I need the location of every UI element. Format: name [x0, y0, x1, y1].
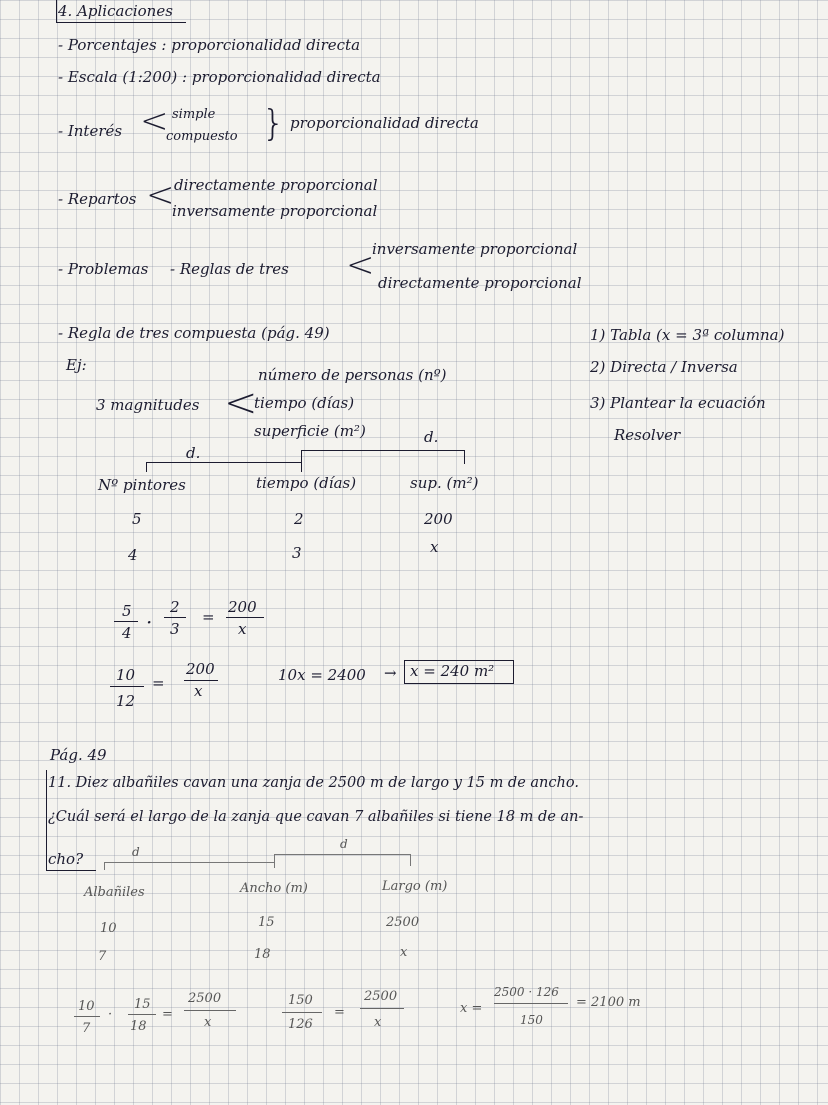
- table-bracket-left-tick-b: [301, 450, 302, 472]
- table-bracket-left: [146, 462, 302, 463]
- eq2-eq: =: [152, 674, 165, 692]
- eq2-result: x = 240 m²: [410, 662, 495, 680]
- table-r2-c1: 4: [128, 546, 138, 564]
- problem-bracket-right: [274, 854, 410, 855]
- peq-eq1: =: [162, 1007, 173, 1022]
- problem-bracket-left-tick-b: [274, 854, 275, 868]
- table-header-pintores: Nº pintores: [98, 476, 186, 494]
- peq-d-num: 150: [288, 993, 313, 1008]
- table-header-sup: sup. (m²): [410, 474, 479, 492]
- problem-header-albaniles: Albañiles: [84, 885, 145, 900]
- problemas-directamente: directamente proporcional: [378, 274, 582, 292]
- peq-c-den: x: [204, 1015, 212, 1030]
- problem-page-ref: Pág. 49: [50, 746, 107, 764]
- eq2-a-num: 10: [116, 666, 136, 684]
- eq1-c-bar: [226, 617, 264, 618]
- problem-mark-left: d: [132, 845, 140, 859]
- eq1-dot: ·: [146, 610, 153, 634]
- step-1: 1) Tabla (x = 3ª columna): [590, 326, 785, 344]
- problem-bracket-left: [104, 862, 274, 863]
- title-sidebar: [56, 0, 57, 22]
- peq-e-den: x: [374, 1015, 382, 1030]
- problem-header-ancho: Ancho (m): [240, 881, 308, 896]
- peq-f-den: 150: [520, 1013, 543, 1027]
- peq-eq2: =: [334, 1005, 345, 1020]
- magnitudes-label: 3 magnitudes: [96, 396, 200, 414]
- eq2-a-den: 12: [116, 692, 136, 710]
- eq2-arrow: →: [384, 664, 397, 682]
- eq1-b-den: 3: [170, 620, 180, 638]
- table-r1-c1: 5: [132, 510, 142, 528]
- interes-compuesto: compuesto: [166, 129, 238, 144]
- section-title: 4. Aplicaciones: [58, 2, 173, 20]
- interes-label: - Interés: [58, 122, 123, 140]
- problem-r1-c2: 15: [258, 915, 275, 930]
- eq1-b-bar: [164, 617, 186, 618]
- interes-simple: simple: [172, 107, 216, 122]
- problem-line-2: ¿Cuál será el largo de la zanja que cavan 7 albañiles si tiene 18 m de an-: [48, 809, 584, 825]
- eq1-c-num: 200: [228, 598, 257, 616]
- problem-r1-c1: 10: [100, 921, 117, 936]
- peq-x-eq: x =: [460, 1001, 483, 1016]
- table-mark-right: d.: [424, 428, 439, 446]
- problem-r2-c1: 7: [98, 949, 107, 964]
- table-r1-c2: 2: [294, 510, 304, 528]
- table-bracket-right-tick: [464, 450, 465, 464]
- eq1-a-bar: [114, 621, 138, 622]
- problem-r2-c3: x: [400, 945, 408, 960]
- peq-c-bar: [184, 1010, 236, 1011]
- table-bracket-right: [301, 450, 465, 451]
- eq1-a-num: 5: [122, 602, 132, 620]
- magnitude-2: tiempo (días): [254, 394, 355, 412]
- regla-title: - Regla de tres compuesta (pág. 49): [58, 324, 330, 342]
- interes-brace: <: [140, 101, 169, 141]
- table-bracket-left-tick-a: [146, 462, 147, 472]
- problemas-reglas: - Reglas de tres: [170, 260, 289, 278]
- step-2: 2) Directa / Inversa: [590, 358, 738, 376]
- peq-e-bar: [360, 1008, 404, 1009]
- eq1-eq: =: [202, 608, 215, 626]
- repartos-inversamente: inversamente proporcional: [172, 202, 378, 220]
- table-r2-c2: 3: [292, 544, 302, 562]
- interes-close-brace: }: [262, 103, 285, 144]
- table-r2-c3: x: [430, 538, 439, 556]
- eq2-a-bar: [110, 686, 144, 687]
- eq2-c-den: x: [194, 682, 203, 700]
- problem-r2-c2: 18: [254, 947, 271, 962]
- eq1-b-num: 2: [170, 598, 180, 616]
- interes-result: proporcionalidad directa: [290, 114, 479, 132]
- step-4: Resolver: [614, 426, 681, 444]
- problem-bracket-right-tick: [410, 854, 411, 866]
- peq-c-num: 2500: [188, 991, 222, 1006]
- peq-d-bar: [282, 1012, 322, 1013]
- problem-line-1: 11. Diez albañiles cavan una zanja de 2500 m de largo y 15 m de ancho.: [48, 775, 579, 791]
- table-mark-left: d.: [186, 444, 201, 462]
- eq2-c-num: 200: [186, 660, 215, 678]
- problem-line-3: cho?: [48, 850, 84, 868]
- peq-a-den: 7: [82, 1021, 91, 1036]
- magnitude-1: número de personas (nº): [258, 366, 447, 384]
- eq1-c-den: x: [238, 620, 247, 638]
- problem-margin-line: [46, 770, 47, 870]
- step-3: 3) Plantear la ecuación: [590, 394, 766, 412]
- peq-b-bar: [128, 1014, 156, 1015]
- problemas-label: - Problemas: [58, 260, 149, 278]
- table-header-tiempo: tiempo (días): [256, 474, 357, 492]
- peq-d-den: 126: [288, 1017, 313, 1032]
- peq-a-num: 10: [78, 999, 95, 1014]
- eq2-solve: 10x = 2400: [278, 666, 366, 684]
- magnitudes-brace: <: [224, 380, 258, 426]
- problem-bracket-left-tick-a: [104, 862, 105, 870]
- problem-mark-right: d: [340, 837, 348, 851]
- peq-result: = 2100 m: [576, 995, 641, 1010]
- title-underline: [56, 22, 186, 23]
- repartos-brace: <: [146, 175, 175, 215]
- problem-r1-c3: 2500: [386, 915, 420, 930]
- problemas-brace: <: [346, 245, 375, 285]
- magnitude-3: superficie (m²): [254, 422, 366, 440]
- peq-dot: ·: [108, 1007, 113, 1022]
- ej-label: Ej:: [66, 356, 87, 374]
- peq-b-num: 15: [134, 997, 151, 1012]
- peq-b-den: 18: [130, 1019, 147, 1034]
- escala-line: - Escala (1:200) : proporcionalidad directa: [58, 68, 381, 86]
- table-r1-c3: 200: [424, 510, 453, 528]
- problem-header-largo: Largo (m): [382, 879, 448, 894]
- peq-a-bar: [74, 1016, 100, 1017]
- repartos-directamente: directamente proporcional: [174, 176, 378, 194]
- problem-line3-underline: [46, 870, 96, 871]
- porcentajes-line: - Porcentajes : proporcionalidad directa: [58, 36, 361, 54]
- peq-f-num: 2500 · 126: [494, 985, 559, 999]
- peq-f-bar: [494, 1003, 568, 1004]
- repartos-label: - Repartos: [58, 190, 137, 208]
- problemas-inversamente: inversamente proporcional: [372, 240, 578, 258]
- peq-e-num: 2500: [364, 989, 398, 1004]
- eq1-a-den: 4: [122, 624, 132, 642]
